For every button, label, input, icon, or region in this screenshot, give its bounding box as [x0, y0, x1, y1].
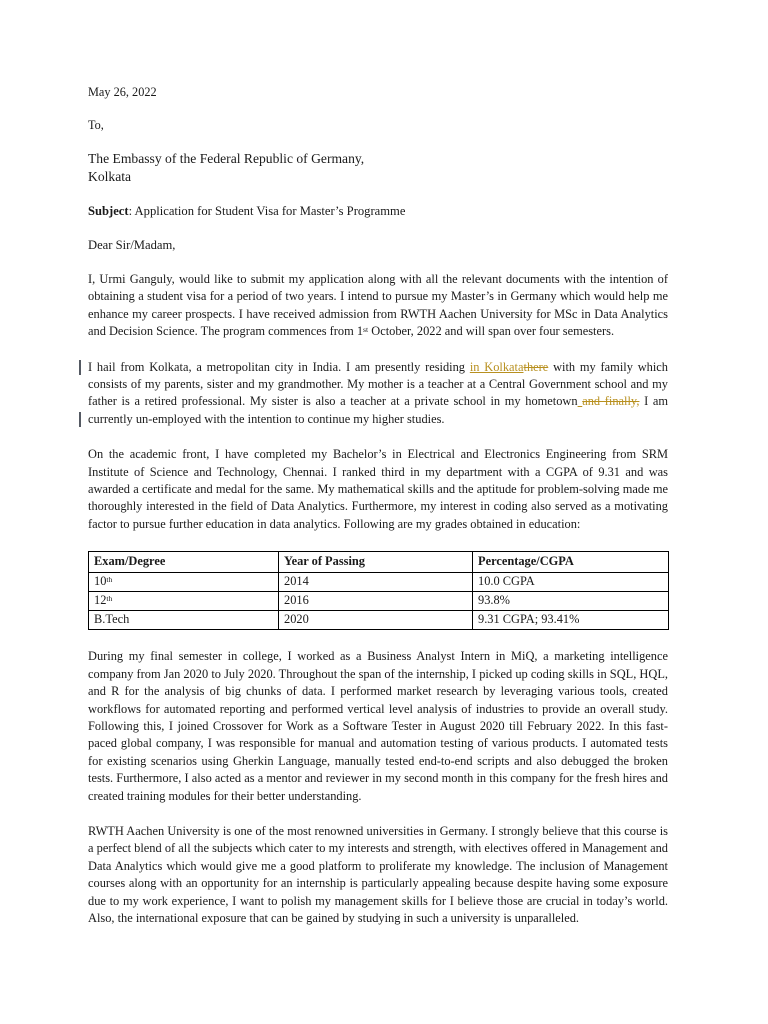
salutation: Dear Sir/Madam,: [88, 238, 176, 252]
recipient-line-2: Kolkata: [88, 169, 132, 184]
letter-to-line: To,: [88, 118, 104, 132]
cell-exam: [89, 592, 279, 611]
subject-text: : Application for Student Visa for Master’s Programme: [128, 204, 406, 218]
letter-date: May 26, 2022: [88, 85, 157, 99]
change-bar-line-4: [79, 412, 81, 427]
intro-ordinal-suffix: st: [363, 325, 369, 334]
subject-line: [88, 203, 668, 219]
exam-number: 12: [94, 593, 107, 608]
cell-score: 9.31 CGPA; 93.41%: [473, 611, 669, 630]
change-bar-line-1: [79, 360, 81, 375]
letter-body: [88, 84, 668, 945]
intro-ordinal-number: 1: [356, 324, 364, 339]
cell-exam: B.Tech: [89, 611, 279, 630]
subject-label: Subject: [88, 204, 129, 218]
family-text-a: I hail from Kolkata, a metropolitan city in India. I am presently residing: [88, 359, 470, 374]
family-text-b: with my family which consists of my parents, sister and my grandmother. My mother is a teacher at a Central Government school and my father is a retired professional. My sister is also a teacher at a private school in my hometown: [88, 359, 668, 409]
column-header-score: Percentage/CGPA: [473, 552, 669, 573]
intro-text-a: I, Urmi Ganguly, would like to submit my application along with all the relevant documents with the intention of obtaining a student visa for a period of two years. I intend to pursue my Master’s in Germany which would help me enhance my career prospects. I have received admission from RWTH Aachen University for MSc in Data Analytics and Decision Science. The program commences from: [88, 272, 668, 339]
recipient-line-1: The Embassy of the Federal Republic of Germany,: [88, 151, 365, 166]
column-header-exam: Exam/Degree: [89, 552, 279, 573]
column-header-year: Year of Passing: [279, 552, 473, 573]
exam-ordinal-suffix: th: [106, 575, 113, 585]
family-text-c: I am currently un-employed with the intention to continue my higher studies.: [88, 394, 668, 426]
intro-text-b: October, 2022 and will span over four semesters.: [368, 324, 615, 339]
cell-year: 2016: [279, 592, 473, 611]
paragraph-experience: During my final semester in college, I worked as a Business Analyst Intern in MiQ, a marketing intelligence company from Jan 2020 to July 2020. Throughout the span of the internship, I picked up coding skills in SQL, HQL, and R for the analysis of big chunks of data. I performed market research by leveraging various tools, created workflows for automated reporting and performed vertical level analysis of industries to provide an overall study. Following this, I joined Crossover for Work as a Software Tester in August 2020 till February 2022. In this fast-paced global company, I was responsible for manual and automation testing of various products. I automated tests for existing scenarios using Gherkin Language, manually tested end-to-end scripts and also debugged the broken tests. Furthermore, I also acted as a mentor and reviewer in my second month in this company for the fresh hires and created training modules for their better understanding.: [88, 649, 668, 803]
table-row: [89, 611, 669, 630]
paragraph-university: RWTH Aachen University is one of the most renowned universities in Germany. I strongly believe that this course is a perfect blend of all the subjects which cater to my interests and strength, with electives offered in Management and Data Analytics which would give me a good platform to proliferate my knowledge. The inclusion of Management courses along with an opportunity for an internship is particularly appealing because despite having some exposure due to my work experience, I want to polish my management skills for I believe those are crucial in today’s world. Also, the international exposure that can be gained by studying in such a university is unparalleled.: [88, 823, 668, 925]
paragraph-family: [88, 359, 668, 429]
table-row: [89, 592, 669, 611]
cell-year: 2014: [279, 573, 473, 592]
table-row: [89, 573, 669, 592]
recipient-address: [88, 150, 668, 186]
table-header-row: [89, 552, 669, 573]
paragraph-introduction: [88, 271, 668, 341]
exam-ordinal-suffix: th: [106, 594, 113, 604]
cell-year: 2020: [279, 611, 473, 630]
cell-exam: [89, 573, 279, 592]
paragraph-academic: On the academic front, I have completed my Bachelor’s in Electrical and Electronics Engineering from SRM Institute of Science and Technology, Chennai. I ranked third in my department with a CGPA of 9.31 and was awarded a certificate and medal for the same. My mathematical skills and the aptitude for problem-solving made me thoroughly interested in the field of Data Analytics. Furthermore, my interest in coding also served as a motivating factor to pursue further education in data analytics. Following are my grades obtained in education:: [88, 447, 668, 531]
exam-number: 10: [94, 574, 107, 589]
grades-table: [88, 551, 669, 630]
tracked-insertion-in-kolkata: in Kolkata: [469, 359, 524, 374]
tracked-deletion-and-finally: and finally,: [582, 394, 640, 409]
cell-score: 93.8%: [473, 592, 669, 611]
tracked-deletion-there: there: [523, 359, 549, 374]
cell-score: 10.0 CGPA: [473, 573, 669, 592]
